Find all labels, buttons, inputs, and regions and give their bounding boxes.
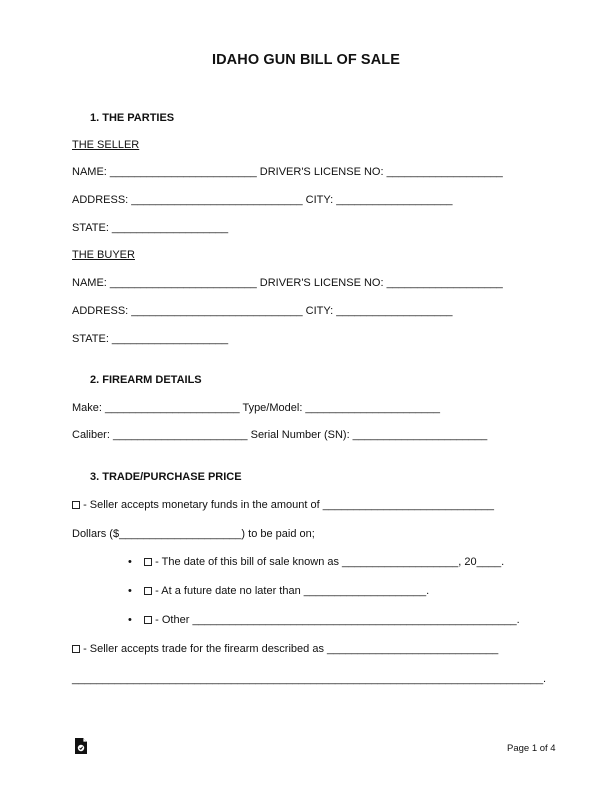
buyer-state-line[interactable]: STATE: ___________________ [72,333,229,345]
dollars-amount-line[interactable]: Dollars ($____________________) to be paid on; [72,528,315,540]
document-title: IDAHO GUN BILL OF SALE [211,52,401,68]
section-heading-trade-purchase-price: 3. TRADE/PURCHASE PRICE [90,471,242,483]
buyer-heading: THE BUYER [72,249,135,261]
seller-name-license-line[interactable]: NAME: ________________________ DRIVER'S LICENSE NO: ___________________ [72,166,503,178]
sub-option-label: - At a future date no later than ____________________. [155,585,430,597]
seller-state-line[interactable]: STATE: ___________________ [72,222,229,234]
buyer-name-license-line[interactable]: NAME: ________________________ DRIVER'S LICENSE NO: ___________________ [72,277,503,289]
option-monetary-funds-label: - Seller accepts monetary funds in the amount of ____________________________ [83,499,495,511]
checkbox-trade[interactable] [72,645,80,653]
firearm-make-model-line[interactable]: Make: ______________________ Type/Model: ______________________ [72,402,441,414]
document-logo-icon [74,737,88,755]
sub-option-bill-of-sale-date[interactable] [128,556,504,569]
section-heading-firearm-details: 2. FIREARM DETAILS [90,374,202,386]
bullet-icon: • [128,614,132,626]
trade-description-line[interactable]: _____________________________________________________________________________. [72,673,547,685]
checkbox-monetary-funds[interactable] [72,501,80,509]
checkbox-other[interactable] [144,616,152,624]
section-heading-parties: 1. THE PARTIES [90,112,175,124]
sub-option-other[interactable] [128,614,520,627]
option-trade-label: - Seller accepts trade for the firearm described as ____________________________ [83,643,499,655]
seller-heading: THE SELLER [72,139,140,151]
checkbox-future-date[interactable] [144,587,152,595]
sub-option-label: - The date of this bill of sale known as ___________________, 20____. [155,556,505,568]
buyer-address-city-line[interactable]: ADDRESS: ____________________________ CITY: ___________________ [72,305,453,317]
page-number: Page 1 of 4 [507,743,556,754]
option-monetary-funds[interactable] [72,499,494,512]
firearm-caliber-serial-line[interactable]: Caliber: ______________________ Serial Number (SN): ______________________ [72,429,488,441]
sub-option-future-date[interactable] [128,585,429,598]
bullet-icon: • [128,556,132,568]
checkbox-bill-of-sale-date[interactable] [144,558,152,566]
bullet-icon: • [128,585,132,597]
seller-address-city-line[interactable]: ADDRESS: ____________________________ CITY: ___________________ [72,194,453,206]
option-trade[interactable] [72,643,498,656]
sub-option-label: - Other _____________________________________________________. [155,614,520,626]
